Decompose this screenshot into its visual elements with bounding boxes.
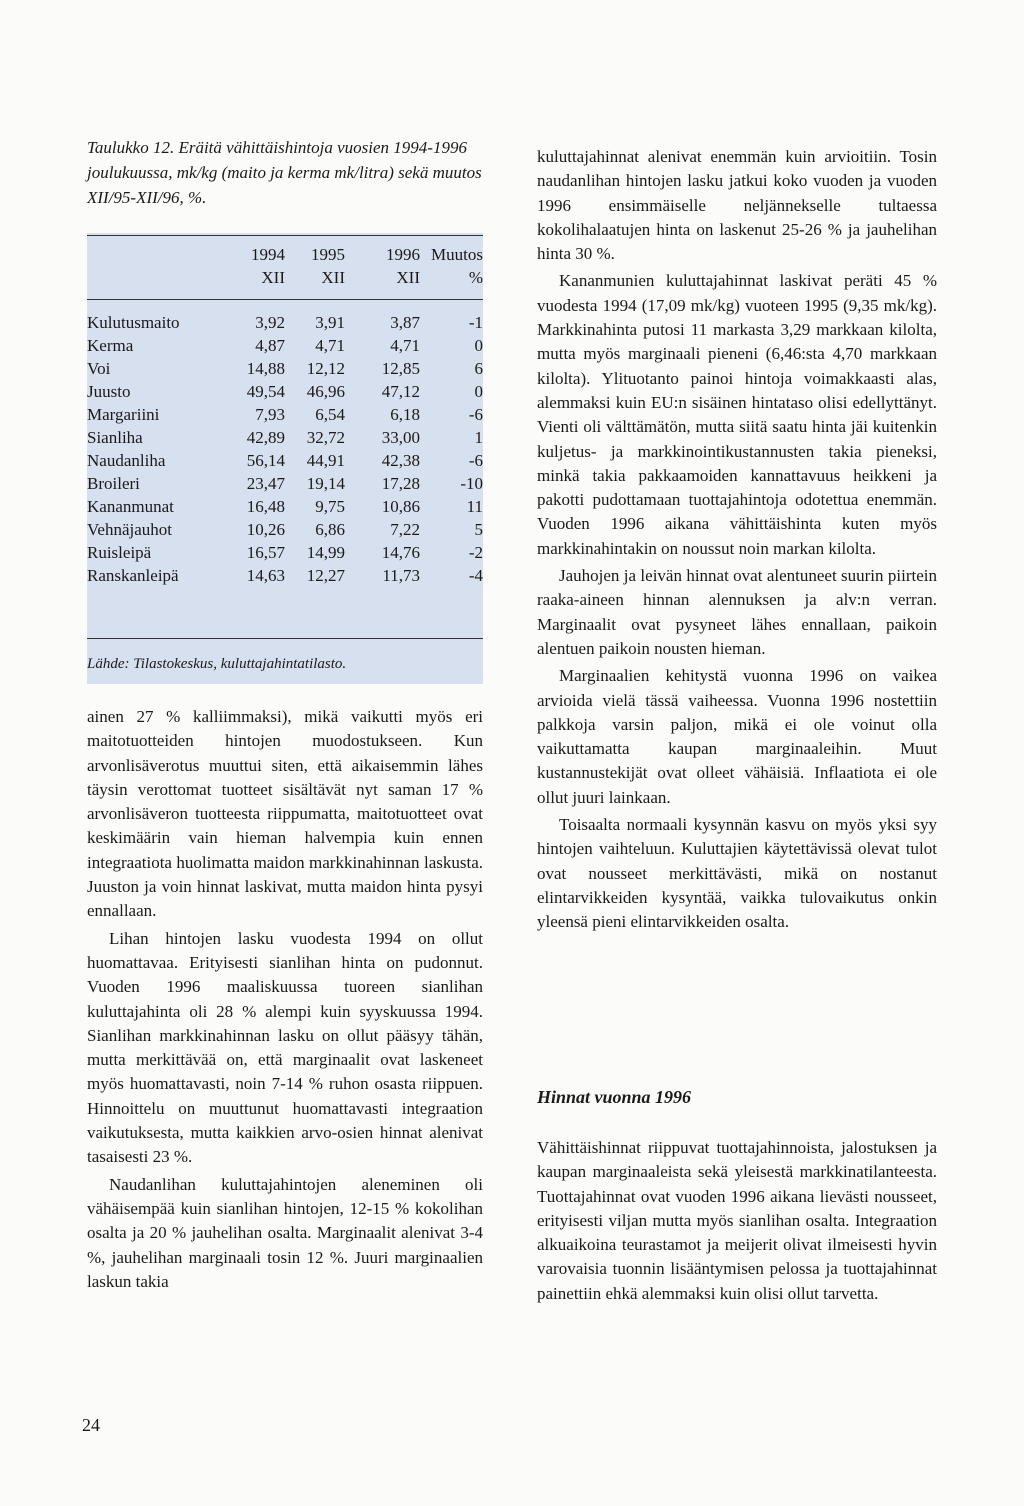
table-row	[87, 564, 483, 587]
table-row	[87, 495, 483, 518]
paragraph: Vähittäishinnat riippuvat tuottajahinnoista, jalostuksen ja kaupan marginaaleista sekä yleisestä markkinatilanteesta. Tuottajahinnat ovat vuoden 1996 aikana lievästi nousseet, erityisesti viljan mutta myös sianlihan osalta. Integraation alkuaikoina teurastamot ja meijerit olivat ilmeisesti hyvin varovaisia tuonnin lisääntymisen pelossa ja tuottajahinnat painettiin ehkä alemmaksi kuin olisi ollut tarvetta.	[537, 1138, 937, 1303]
value-cell: 10,26	[246, 520, 285, 539]
table-row	[87, 426, 483, 449]
product-name-cell: Juusto	[87, 382, 131, 401]
price-table	[87, 243, 483, 587]
product-name-cell: Voi	[87, 359, 111, 378]
value-cell: 49,54	[246, 382, 285, 401]
table-source-note: Lähde: Tilastokeskus, kuluttajahintatilasto.	[87, 656, 347, 672]
right-column-text	[537, 145, 937, 935]
product-name-cell: Sianliha	[87, 428, 143, 447]
value-cell: -1	[468, 313, 483, 332]
paragraph: kuluttajahinnat alenivat enemmän kuin arvioitiin. Tosin naudanlihan hintojen lasku jatkui koko vuoden ja vuoden 1996 ensimmäiselle neljännekselle tultaessa kokolihalaatujen hinta on laskenut 25-26 % ja jauhelihan hinta 30 %.	[537, 147, 937, 264]
value-cell: 17,28	[381, 474, 420, 493]
value-cell: 6,86	[315, 520, 345, 539]
value-cell: 12,85	[381, 359, 420, 378]
table-row	[87, 334, 483, 357]
product-name-cell: Margariini	[87, 405, 160, 424]
value-cell: 3,91	[315, 313, 345, 332]
value-cell: 6,54	[315, 405, 345, 424]
table-row	[87, 311, 483, 334]
value-cell: 16,48	[246, 497, 285, 516]
paragraph: Lihan hintojen lasku vuodesta 1994 on ollut huomattavaa. Erityisesti sianlihan hinta on pudonnut. Vuoden 1996 maaliskuussa tuoreen sianlihan kuluttajahinta oli 28 % alempi kuin syyskuussa 1994. Sianlihan markkinahinnan lasku on ollut pääsyy tähän, mutta merkittävää on, että marginaalit ovat laskeneet myös huomattavasti, noin 7-14 % ruhon osasta riippuen. Hinnoittelu on muuttunut huomattavasti integraation vaikutuksesta, mutta kaikkien arvo-osien hinnat alenivat tasaisesti 23 %.	[87, 928, 483, 1167]
page-number: 24	[82, 1415, 100, 1435]
product-name-cell: Naudanliha	[87, 451, 166, 470]
left-column-text	[87, 705, 483, 1294]
product-name-cell: Kerma	[87, 336, 134, 355]
header-cell: XII	[321, 268, 345, 287]
value-cell: 4,71	[315, 336, 345, 355]
value-cell: 14,63	[246, 566, 285, 585]
value-cell: -6	[468, 451, 483, 470]
value-cell: 44,91	[306, 451, 345, 470]
table-header-row-years	[87, 243, 483, 266]
table-row	[87, 472, 483, 495]
value-cell: 11	[466, 497, 483, 516]
value-cell: 0	[474, 382, 483, 401]
product-name-cell: Kananmunat	[87, 497, 174, 516]
value-cell: 19,14	[306, 474, 345, 493]
value-cell: 9,75	[315, 497, 345, 516]
header-cell: 1995	[311, 245, 345, 264]
value-cell: 46,96	[306, 382, 345, 401]
value-cell: 14,76	[381, 543, 420, 562]
header-cell: XII	[396, 268, 420, 287]
header-cell: %	[468, 268, 483, 287]
paragraph: Naudanlihan kuluttajahintojen aleneminen oli vähäisempää kuin sianlihan hintojen, 12-15 % kokolihan osalta ja 20 % jauhelihan osalta. Marginaalit alenivat 3-4 %, jauhelihan marginaali tosin 12 %. Juuri marginaalien laskun takia	[87, 1174, 483, 1291]
table-row	[87, 403, 483, 426]
paragraph: ainen 27 % kalliimmaksi), mikä vaikutti myös eri maitotuotteiden hintojen muodostukseen. Kun arvonlisäverotus muuttui siten, että aikaisemmin lähes täysin verottomat tuotteet sisältävät nyt saman 17 % arvonlisäveron tuotteesta riippumatta, maitotuotteet ovat keskimäärin vain hieman halvempia kuin ennen integraatiota huolimatta maidon markkinahinnan laskusta. Juuston ja voin hinnat laskivat, mutta maidon hinta pysyi ennallaan.	[87, 707, 483, 921]
product-name-cell: Vehnäjauhot	[87, 520, 172, 539]
value-cell: 56,14	[246, 451, 285, 470]
value-cell: 42,38	[381, 451, 420, 470]
value-cell: -10	[460, 474, 483, 493]
header-cell: 1994	[251, 245, 285, 264]
value-cell: 5	[474, 520, 483, 539]
value-cell: 6,18	[390, 405, 420, 424]
section-heading: Hinnat vuonna 1996	[537, 1087, 692, 1107]
table-row	[87, 357, 483, 380]
table-bottom-rule	[87, 638, 483, 639]
table-row	[87, 541, 483, 564]
value-cell: 14,99	[306, 543, 345, 562]
header-cell	[87, 266, 207, 289]
paragraph: Marginaalien kehitystä vuonna 1996 on vaikea arvioida vielä tässä vaiheessa. Vuonna 1996 nostettiin palkkoja varsin paljon, mikä ei ole voinut olla vaikuttamatta kaupan marginaaleihin. Muut kustannustekijät ovat olleet vähäisiä. Inflaatiota ei ole ollut juuri lainkaan.	[537, 666, 937, 807]
value-cell: 6	[474, 359, 483, 378]
value-cell: 11,73	[382, 566, 420, 585]
value-cell: 3,92	[255, 313, 285, 332]
right-column-section-text	[537, 1136, 937, 1306]
product-name-cell: Ruisleipä	[87, 543, 152, 562]
header-cell: Muutos	[431, 245, 483, 264]
value-cell: -2	[468, 543, 483, 562]
table-row	[87, 380, 483, 403]
value-cell: 4,87	[255, 336, 285, 355]
value-cell: 12,27	[306, 566, 345, 585]
table-header-row-months	[87, 266, 483, 289]
header-cell	[87, 243, 207, 266]
value-cell: 4,71	[390, 336, 420, 355]
header-cell: 1996	[386, 245, 420, 264]
value-cell: 33,00	[381, 428, 420, 447]
product-name-cell: Kulutusmaito	[87, 313, 180, 332]
value-cell: 1	[474, 428, 483, 447]
paragraph: Kananmunien kuluttajahinnat laskivat peräti 45 % vuodesta 1994 (17,09 mk/kg) vuoteen 1995 (9,35 mk/kg). Markkinahinta putosi 11 markasta 3,29 markkaan kilolta, mutta myös marginaali pieneni (6,46:sta 4,70 markkaan kilolta). Ylituotanto painoi hintoja voimakkaasti alas, alemmaksi kuin EU:n sisäinen hintataso olisi edellyttänyt. Vienti oli välttämätön, mutta siitä saatu hinta jäi kuitenkin kuljetus- ja markkinointikustannusten takia pieneksi, minkä takia pakkaamoiden kannattavuus heikkeni ja pakotti pudottamaan tuottajahintoja odotettua enemmän. Vuoden 1996 aikana vähittäishinta kuten myös markkinahintakin on noussut noin markan kilolta.	[537, 271, 937, 558]
value-cell: 32,72	[306, 428, 345, 447]
value-cell: 23,47	[246, 474, 285, 493]
header-cell: XII	[261, 268, 285, 287]
value-cell: 3,87	[390, 313, 420, 332]
table-top-rule	[87, 235, 483, 236]
table-header-rule	[87, 299, 483, 300]
value-cell: -6	[468, 405, 483, 424]
table-row	[87, 449, 483, 472]
value-cell: 7,93	[255, 405, 285, 424]
value-cell: 0	[474, 336, 483, 355]
value-cell: -4	[468, 566, 483, 585]
product-name-cell: Ranskanleipä	[87, 566, 179, 585]
table-row	[87, 518, 483, 541]
value-cell: 16,57	[246, 543, 285, 562]
price-table-panel	[87, 233, 483, 684]
value-cell: 42,89	[246, 428, 285, 447]
paragraph: Jauhojen ja leivän hinnat ovat alentuneet suurin piirtein raaka-aineen hinnan alennuksen ja alv:n verran. Marginaalit ovat pysyneet lähes ennallaan, paikoin alentuen paikoin nousten hieman.	[537, 566, 937, 658]
value-cell: 10,86	[381, 497, 420, 516]
value-cell: 47,12	[381, 382, 420, 401]
paragraph: Toisaalta normaali kysynnän kasvu on myös yksi syy hintojen vaihteluun. Kuluttajien käytettävissä olevat tulot ovat nousseet merkittävästi, mikä on nostanut elintarvikkeiden kysyntää, vaikka tulovaikutus onkin yleensä pieni elintarvikkeiden osalta.	[537, 815, 937, 932]
table-caption: Taulukko 12. Eräitä vähittäishintoja vuosien 1994-1996 joulukuussa, mk/kg (maito ja kerma mk/litra) sekä muutos XII/95-XII/96, %.	[87, 138, 482, 207]
value-cell: 12,12	[306, 359, 345, 378]
value-cell: 7,22	[390, 520, 420, 539]
product-name-cell: Broileri	[87, 474, 140, 493]
value-cell: 14,88	[246, 359, 285, 378]
